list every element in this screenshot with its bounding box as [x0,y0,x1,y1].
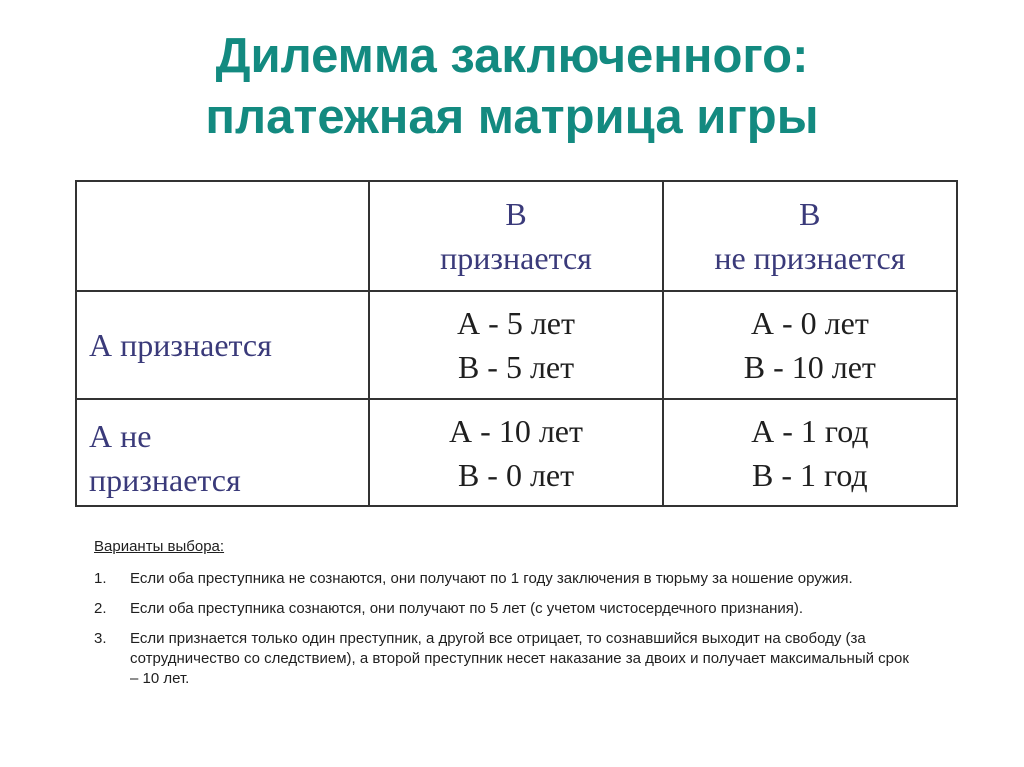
col-header-player: B [799,196,821,232]
col-header-b-confesses [369,181,662,291]
row-header-a-not-confesses [76,399,369,506]
payoff-cell [663,399,957,506]
slide-title-line-1: Дилемма заключенного: [215,29,809,83]
payoff-b: В - 5 лет [457,349,575,385]
notes-heading-colon: : [219,538,225,555]
list-item [94,569,954,589]
list-item [94,629,954,689]
list-item-number: 2. [94,600,107,617]
header-row [76,181,957,291]
payoff-b: В - 0 лет [457,456,575,493]
col-header-player: B [505,196,527,232]
corner-cell [76,181,369,291]
row-header-line-2: признается [89,462,241,498]
payoff-b: В - 1 год [751,456,868,493]
row-header-line-1: А не [89,418,152,454]
notes-heading-text: Варианты выбора [94,538,220,555]
payoff-a: А - 0 лет [750,305,869,341]
list-item [94,599,954,619]
col-header-action: признается [440,240,592,276]
col-header-action: не признается [714,240,906,276]
list-item-number: 3. [94,630,107,647]
payoff-cell [663,291,957,399]
payoff-b: В - 10 лет [743,349,876,385]
notes-list [94,569,954,689]
slide-title-line-2: платежная матрица игры [205,90,819,144]
list-item-text: Если оба преступника не сознаются, они получают по 1 году заключения в тюрьму за ношение оружия. [130,570,853,587]
payoff-a: А - 1 год [751,412,869,449]
list-item-text: Если оба преступника сознаются, они получают по 5 лет (с учетом чистосердечного признания). [130,600,804,617]
col-header-b-not-confesses [663,181,957,291]
list-item-text: Если признается только один преступник, а другой все отрицает, то сознавшийся выходит на свободу (за сотрудничество со следствием), а второй преступник несет наказание за двоих и получает максимальный срок – 10 лет. [130,630,909,687]
slide-title [0,26,1024,148]
choice-options-notes [94,537,954,699]
payoff-a: А - 5 лет [457,305,575,341]
payoff-cell [369,399,662,506]
table-row [76,399,957,506]
payoff-cell [369,291,662,399]
payoff-matrix-table [75,180,958,507]
list-item-number: 1. [94,570,107,587]
notes-heading [94,537,954,557]
row-header-a-confesses: А признается [76,291,369,399]
table-row [76,291,957,399]
payoff-a: А - 10 лет [449,412,583,449]
